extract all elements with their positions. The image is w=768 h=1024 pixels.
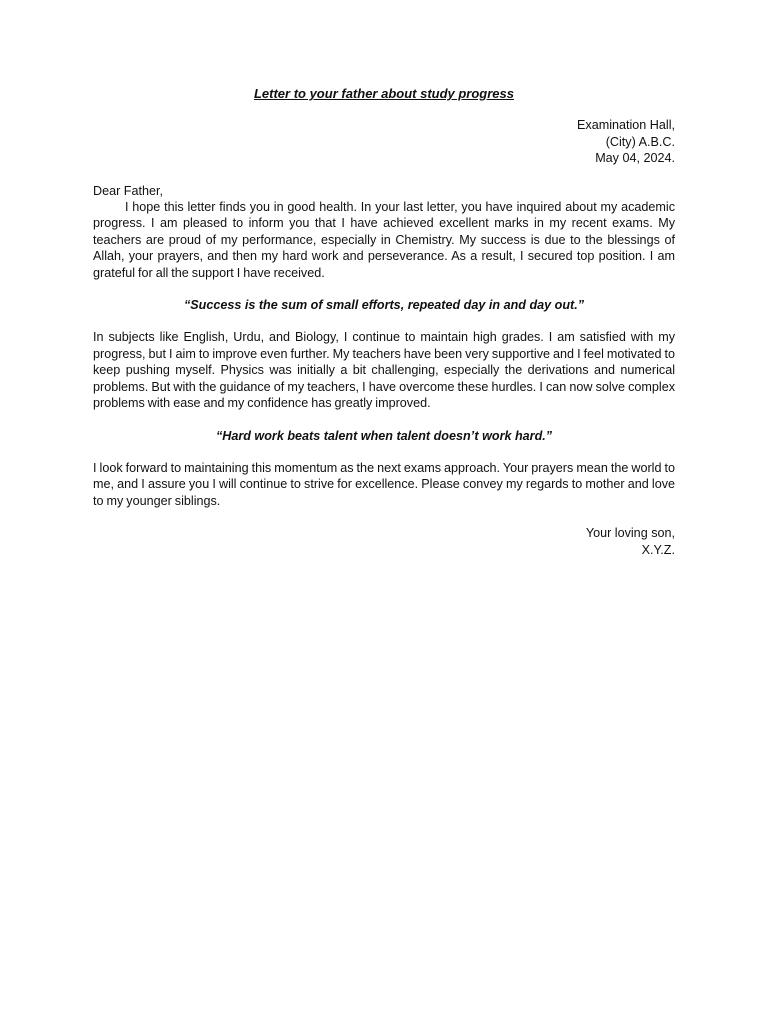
paragraph-3: I look forward to maintaining this momentum as the next exams approach. Your prayers mean the world to me, and I assure you I will continue to strive for excellence. Please convey my regards to mother and love to my younger siblings. xyxy=(93,460,675,508)
letter-title: Letter to your father about study progress xyxy=(253,86,515,101)
closing-line: Your loving son, xyxy=(585,526,675,541)
quote-1: “Success is the sum of small efforts, repeated day in and day out.” xyxy=(183,298,585,313)
address-line-1: Examination Hall, xyxy=(577,118,675,133)
signature: X.Y.Z. xyxy=(641,542,675,557)
quote-2: “Hard work beats talent when talent doesn’t work hard.” xyxy=(215,428,553,443)
paragraph-2: In subjects like English, Urdu, and Biology, I continue to maintain high grades. I am satisfied with my progress, but I aim to improve even further. My teachers have been very supportive and I feel motivated to keep pushing myself. Physics was initially a bit challenging, especially the derivations and numerical problems. But with the guidance of my teachers, I have overcome these hurdles. I can now solve complex problems with ease and my confidence has greatly improved. xyxy=(93,330,675,411)
closing xyxy=(93,525,675,558)
salutation: Dear Father, xyxy=(93,183,163,198)
sender-address xyxy=(93,117,675,166)
letter-date: May 04, 2024. xyxy=(595,151,675,166)
letter-page xyxy=(93,86,675,558)
address-line-2: (City) A.B.C. xyxy=(605,134,675,149)
paragraph-1: I hope this letter finds you in good health. In your last letter, you have inquired about my academic progress. I am pleased to inform you that I have achieved excellent marks in my recent exams. My teachers are proud of my performance, especially in Chemistry. My success is due to the blessings of Allah, your prayers, and then my hard work and perseverance. As a result, I secured top position. I am grateful for all the support I have received. xyxy=(93,200,675,280)
